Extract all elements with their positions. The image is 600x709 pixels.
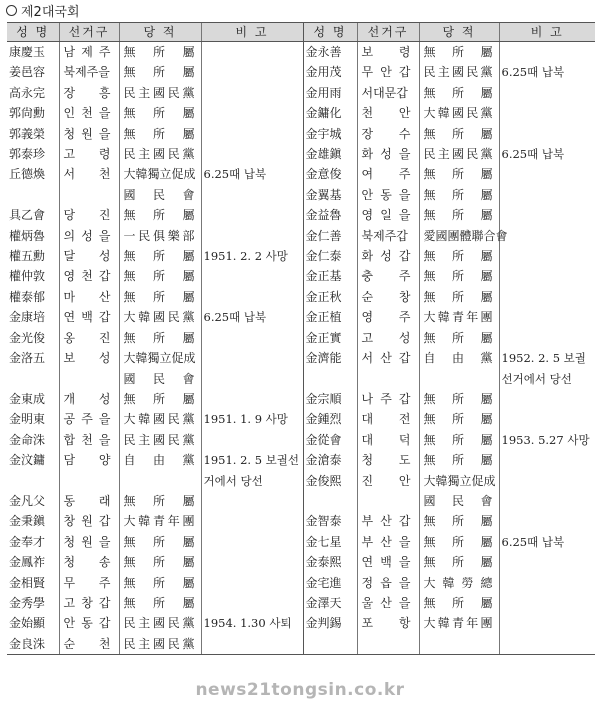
cell-name-left: 姜邑容 [9,65,46,80]
cell-party-right: 無 所 屬 [419,124,499,144]
cell-party-left: 無 所 屬 [119,328,201,348]
cell-note-right [499,287,595,307]
cell-name-right: 金正秋 [303,287,357,307]
cell-name-left: 郭尙勳 [9,106,46,121]
cell-name-right [303,369,357,389]
cell-name-right: 金宗順 [303,389,357,409]
cell-district-left: 합 천 을 [59,430,119,450]
cell-note-right: 선거에서 당선 [499,369,595,389]
cell-party-right: 無 所 屬 [419,552,499,572]
table-row [7,287,595,307]
cell-note-right [499,491,595,511]
cell-note-right [499,185,595,205]
cell-district-right: 화 성 갑 [357,246,419,266]
table-row [7,144,595,164]
cell-district-left: 공 주 을 [59,409,119,429]
cell-name-left: 金洛五 [9,351,46,366]
cell-note-left [201,103,303,123]
cell-district-right: 화 성 을 [357,144,419,164]
cell-note-left: 6.25때 납북 [201,164,303,184]
cell-district-right: 고 성 [357,328,419,348]
cell-party-right: 大韓國民黨 [419,103,499,123]
cell-note-right [499,328,595,348]
table-row [7,634,595,655]
cell-district-left: 청 원 을 [59,532,119,552]
cell-note-left [201,83,303,103]
cell-district-left: 무 주 [59,573,119,593]
cell-district-left: 서 천 [59,164,119,184]
cell-note-left [201,205,303,225]
cell-note-left [201,42,303,63]
cell-district-left: 당 진 [59,205,119,225]
cell-district-left: 영 천 갑 [59,266,119,286]
table-row [7,613,595,633]
cell-note-right [499,511,595,531]
cell-note-left [201,144,303,164]
cell-note-right [499,266,595,286]
table-row [7,491,595,511]
header-note-1: 비 고 [201,23,303,42]
cell-district-right: 충 주 [357,266,419,286]
cell-party-right: 無 所 屬 [419,266,499,286]
cell-party-right: 民主國民黨 [419,62,499,82]
cell-name-left: 金鳳祚 [9,555,46,570]
cell-district-left: 청 원 을 [59,124,119,144]
cell-district-right: 서 산 갑 [357,348,419,368]
table-row [7,124,595,144]
cell-note-right [499,164,595,184]
cell-note-right: 6.25때 납북 [499,144,595,164]
cell-name-left: 金康培 [9,310,46,325]
cell-name-right: 金七星 [303,532,357,552]
cell-district-right: 서대문갑 [357,83,419,103]
cell-party-right: 無 所 屬 [419,164,499,184]
cell-note-left [201,532,303,552]
table-row [7,328,595,348]
cell-name-right: 金意俊 [303,164,357,184]
cell-party-right: 無 所 屬 [419,42,499,63]
cell-name-left: 康慶玉 [9,45,46,59]
table-row [7,450,595,470]
header-district-2: 선거구 [357,23,419,42]
cell-district-left: 북제주을 [59,62,119,82]
cell-district-left: 마 산 [59,287,119,307]
cell-note-left [201,552,303,572]
cell-party-left: 大韓獨立促成 [119,164,201,184]
cell-name-right: 金澤天 [303,593,357,613]
cell-name-right: 金益魯 [303,205,357,225]
cell-party-right: 無 所 屬 [419,328,499,348]
cell-party-left: 無 所 屬 [119,124,201,144]
cell-party-left: 無 所 屬 [119,552,201,572]
cell-name-left: 具乙會 [9,208,46,223]
cell-name-right: 金滄泰 [303,450,357,470]
cell-district-right: 장 수 [357,124,419,144]
cell-district-right: 청 도 [357,450,419,470]
cell-name-right: 金宅進 [303,573,357,593]
cell-party-left: 無 所 屬 [119,287,201,307]
cell-note-right [499,471,595,491]
header-name-1: 성 명 [7,23,59,42]
cell-district-right: 대 전 [357,409,419,429]
cell-note-left [201,511,303,531]
cell-note-right [499,389,595,409]
cell-note-right [499,205,595,225]
cell-name-left: 金奉才 [9,534,46,549]
section-title [6,2,80,18]
cell-name-left: 權炳魯 [9,228,46,243]
cell-district-left: 의 성 을 [59,226,119,246]
cell-party-right [419,369,499,389]
cell-name-left: 郭義榮 [9,126,46,141]
cell-name-left [7,471,59,491]
cell-party-left: 無 所 屬 [119,205,201,225]
cell-name-left [7,369,59,389]
cell-name-right: 金正實 [303,328,357,348]
cell-district-left: 안 동 갑 [59,613,119,633]
table-row [7,511,595,531]
table-row [7,573,595,593]
cell-district-left: 옹 진 [59,328,119,348]
cell-note-right [499,307,595,327]
cell-district-left: 보 성 [59,348,119,368]
cell-party-right: 無 所 屬 [419,185,499,205]
table-row [7,226,595,246]
cell-name-right: 金翼基 [303,185,357,205]
cell-note-left [201,348,303,368]
cell-party-right: 無 所 屬 [419,246,499,266]
cell-party-right: 愛國團體聯合會 [419,226,499,246]
cell-party-left: 無 所 屬 [119,532,201,552]
cell-party-right: 大 韓 勞 總 [419,573,499,593]
cell-district-right: 여 주 [357,164,419,184]
cell-district-left: 고 령 [59,144,119,164]
cell-name-right: 金智泰 [303,511,357,531]
cell-note-left [201,185,303,205]
cell-party-right: 無 所 屬 [419,511,499,531]
cell-note-left: 1951. 1. 9 사망 [201,409,303,429]
cell-district-right: 부 산 을 [357,532,419,552]
members-table [7,22,595,655]
header-district-1: 선거구 [59,23,119,42]
cell-district-right: 안 동 을 [357,185,419,205]
cell-party-left: 大韓獨立促成 [119,348,201,368]
cell-note-left [201,287,303,307]
table-row [7,430,595,450]
cell-note-right [499,246,595,266]
cell-district-right: 무 안 갑 [357,62,419,82]
cell-note-left [201,593,303,613]
cell-district-right: 북제주갑 [357,226,419,246]
cell-party-left: 民主國民黨 [119,634,201,655]
cell-district-left: 개 성 [59,389,119,409]
cell-district-right: 부 산 갑 [357,511,419,531]
cell-district-left: 연 백 갑 [59,307,119,327]
table-row [7,83,595,103]
cell-note-left [201,634,303,655]
table-row [7,307,595,327]
cell-party-left: 民主國民黨 [119,83,201,103]
cell-party-left: 無 所 屬 [119,103,201,123]
cell-district-left [59,471,119,491]
cell-district-right: 정 읍 을 [357,573,419,593]
cell-name-left: 金秀學 [9,595,46,610]
cell-note-left [201,328,303,348]
cell-name-right [303,634,357,655]
cell-note-right [499,573,595,593]
section-title-text: 제2대국회 [21,4,80,20]
cell-name-right: 金正植 [303,307,357,327]
cell-party-left: 無 所 屬 [119,246,201,266]
cell-party-right: 無 所 屬 [419,593,499,613]
cell-district-left: 담 양 [59,450,119,470]
cell-name-left: 金東成 [9,391,46,406]
cell-name-left: 金汶鏞 [9,453,46,468]
cell-note-right: 1953. 5.27 사망 [499,430,595,450]
cell-note-left [201,124,303,144]
cell-district-right [357,369,419,389]
table-row [7,164,595,184]
cell-name-left: 郭泰珍 [9,147,46,162]
table-row [7,42,595,63]
cell-district-right: 연 백 을 [357,552,419,572]
cell-name-right: 金濟能 [303,348,357,368]
header-note-2: 비 고 [499,23,595,42]
cell-note-right [499,450,595,470]
cell-name-right: 金從會 [303,430,357,450]
cell-party-left: 自 由 黨 [119,450,201,470]
table-row [7,552,595,572]
cell-note-left [201,226,303,246]
header-party-2: 당 적 [419,23,499,42]
cell-note-right [499,103,595,123]
header-name-2: 성 명 [303,23,357,42]
cell-party-left: 無 所 屬 [119,573,201,593]
cell-note-right [499,409,595,429]
cell-party-left: 一民俱樂部 [119,226,201,246]
cell-district-right: 영 주 [357,307,419,327]
cell-party-left: 民主國民黨 [119,430,201,450]
cell-district-right: 순 창 [357,287,419,307]
cell-name-right: 金判錫 [303,613,357,633]
cell-district-left: 인 천 을 [59,103,119,123]
cell-name-left: 金光俊 [9,330,46,345]
table-row [7,369,595,389]
table-row [7,62,595,82]
table-row [7,471,595,491]
cell-district-right [357,634,419,655]
cell-party-right: 國 民 會 [419,491,499,511]
table-row [7,103,595,123]
cell-district-left: 순 천 [59,634,119,655]
cell-party-right: 無 所 屬 [419,83,499,103]
cell-note-left: 1954. 1.30 사퇴 [201,613,303,633]
cell-note-left: 거에서 당선 [201,471,303,491]
table-row [7,348,595,368]
cell-name-left: 丘德煥 [9,167,46,182]
cell-name-right: 金鏞化 [303,103,357,123]
cell-name-left: 權仲敦 [9,269,46,284]
cell-note-left [201,430,303,450]
cell-party-left: 國 民 會 [119,369,201,389]
cell-district-right: 울 산 을 [357,593,419,613]
cell-party-right: 無 所 屬 [419,450,499,470]
cell-district-left [59,369,119,389]
cell-name-right [303,491,357,511]
cell-party-right: 無 所 屬 [419,409,499,429]
cell-party-right: 無 所 屬 [419,532,499,552]
cell-party-left: 大韓國民黨 [119,409,201,429]
cell-name-left: 高永完 [9,85,46,100]
table-row [7,593,595,613]
cell-name-right: 金用雨 [303,83,357,103]
cell-name-left: 金凡父 [9,493,46,508]
cell-name-left: 金明東 [9,412,46,427]
cell-name-left: 金始顯 [9,616,46,631]
cell-note-right [499,613,595,633]
cell-district-left [59,185,119,205]
cell-note-left [201,491,303,511]
cell-name-right: 金鍾烈 [303,409,357,429]
cell-party-left: 無 所 屬 [119,389,201,409]
cell-name-left: 金秉鎭 [9,514,46,529]
cell-district-right: 보 령 [357,42,419,63]
cell-note-right [499,124,595,144]
cell-party-right [419,634,499,655]
cell-note-left [201,573,303,593]
cell-party-right: 無 所 屬 [419,205,499,225]
cell-name-right: 金雄鎭 [303,144,357,164]
cell-note-right [499,593,595,613]
cell-note-right [499,226,595,246]
cell-name-right: 金宇城 [303,124,357,144]
table-row [7,389,595,409]
cell-name-right: 金用茂 [303,62,357,82]
cell-district-right: 포 항 [357,613,419,633]
cell-party-left: 無 所 屬 [119,266,201,286]
cell-name-right: 金泰熙 [303,552,357,572]
cell-district-right: 대 덕 [357,430,419,450]
cell-name-right: 金仁泰 [303,246,357,266]
cell-party-left [119,471,201,491]
cell-district-right: 진 안 [357,471,419,491]
cell-name-right: 金俊熙 [303,471,357,491]
cell-note-left [201,266,303,286]
cell-district-left: 남 제 주 [59,42,119,63]
header-party-1: 당 적 [119,23,201,42]
cell-district-left: 고 창 갑 [59,593,119,613]
cell-party-left: 無 所 屬 [119,491,201,511]
cell-party-right: 大韓青年團 [419,613,499,633]
cell-note-right [499,634,595,655]
cell-party-right: 無 所 屬 [419,430,499,450]
cell-party-left: 國 民 會 [119,185,201,205]
cell-name-left: 金相賢 [9,575,46,590]
cell-note-right [499,83,595,103]
circle-bullet-icon [6,5,17,16]
cell-note-left [201,369,303,389]
cell-note-right: 1952. 2. 5 보궐 [499,348,595,368]
cell-name-right: 金仁善 [303,226,357,246]
cell-note-left: 1951. 2. 5 보궐선 [201,450,303,470]
cell-party-left: 民主國民黨 [119,144,201,164]
table-row [7,409,595,429]
cell-note-left: 1951. 2. 2 사망 [201,246,303,266]
cell-name-left [7,185,59,205]
cell-party-left: 無 所 屬 [119,593,201,613]
cell-district-right: 천 안 [357,103,419,123]
cell-district-right [357,491,419,511]
cell-name-left: 金命洙 [9,432,46,447]
cell-party-left: 大韓青年團 [119,511,201,531]
cell-name-left: 權泰郁 [9,289,46,304]
cell-party-right: 民主國民黨 [419,144,499,164]
table-row [7,185,595,205]
table-row [7,266,595,286]
cell-district-left: 창 원 갑 [59,511,119,531]
cell-note-right [499,552,595,572]
cell-party-left: 大韓國民黨 [119,307,201,327]
cell-name-right: 金正基 [303,266,357,286]
cell-district-left: 동 래 [59,491,119,511]
cell-party-right: 無 所 屬 [419,287,499,307]
cell-district-left: 장 흥 [59,83,119,103]
cell-name-right: 金永善 [303,42,357,63]
table-row [7,205,595,225]
cell-district-right: 영 일 을 [357,205,419,225]
cell-party-right: 大韓青年團 [419,307,499,327]
cell-party-right: 自 由 黨 [419,348,499,368]
table-header-row [7,23,595,42]
cell-note-left [201,62,303,82]
cell-note-right: 6.25때 납북 [499,532,595,552]
cell-note-right: 6.25때 납북 [499,62,595,82]
cell-party-left: 無 所 屬 [119,62,201,82]
cell-party-left: 無 所 屬 [119,42,201,63]
cell-name-left: 金良洙 [7,634,59,655]
cell-district-left: 달 성 [59,246,119,266]
cell-district-left: 청 송 [59,552,119,572]
table-row [7,532,595,552]
watermark: news21tongsin.co.kr [195,680,405,700]
cell-name-left: 權五勳 [9,249,46,264]
cell-party-right: 無 所 屬 [419,389,499,409]
cell-note-left: 6.25때 납북 [201,307,303,327]
table-row [7,246,595,266]
cell-party-right: 大韓獨立促成 [419,471,499,491]
cell-party-left: 民主國民黨 [119,613,201,633]
cell-note-right [499,42,595,63]
cell-note-left [201,389,303,409]
cell-district-right: 나 주 갑 [357,389,419,409]
